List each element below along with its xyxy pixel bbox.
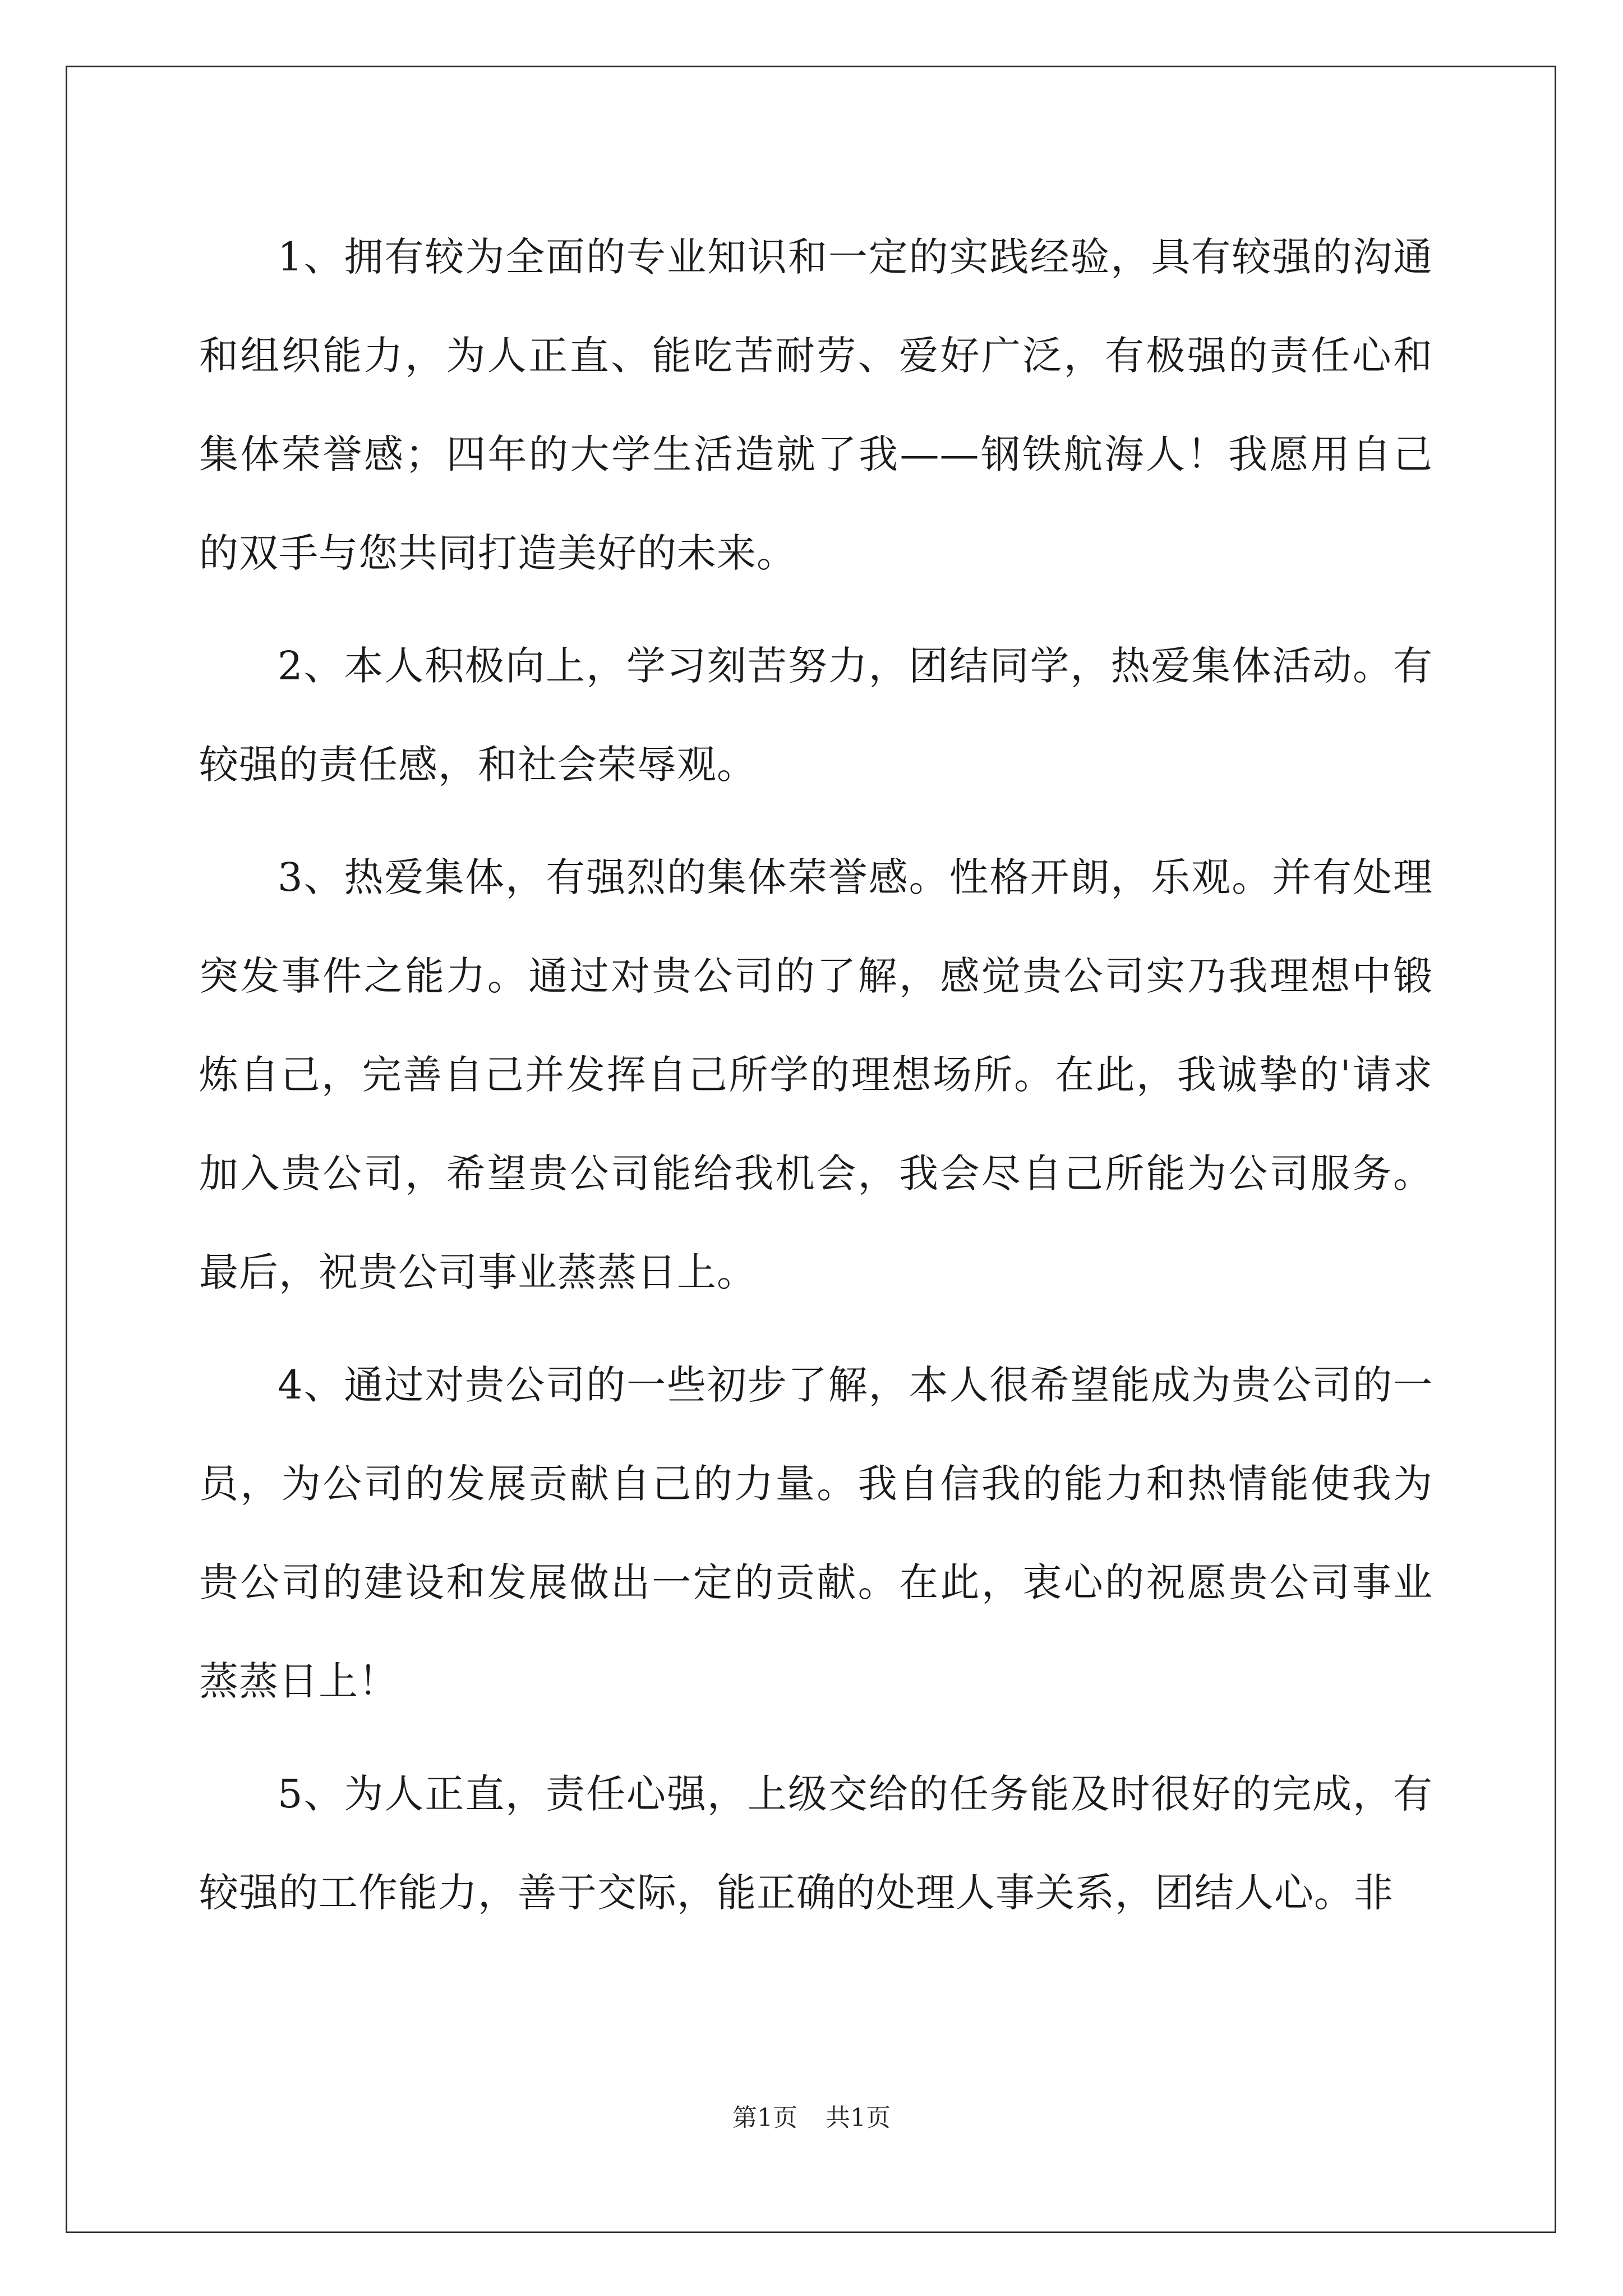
- paragraph-4: 4、通过对贵公司的一些初步了解，本人很希望能成为贵公司的一员，为公司的发展贡献自己的力量。我自信我的能力和热情能使我为贵公司的建设和发展做出一定的贡献。在此，衷心的祝愿贵公司事业蒸蒸日上！: [199, 1362, 1433, 1704]
- paragraph-2: 2、本人积极向上，学习刻苦努力，团结同学，热爱集体活动。有较强的责任感，和社会荣辱观。: [199, 643, 1433, 788]
- page-number-total: 共1页: [826, 2104, 891, 2132]
- paragraph-1: 1、拥有较为全面的专业知识和一定的实践经验，具有较强的沟通和组织能力，为人正直、能吃苦耐劳、爱好广泛，有极强的责任心和集体荣誉感；四年的大学生活造就了我——钢铁航海人！我愿用自己的双手与您共同打造美好的未来。: [199, 234, 1433, 576]
- page-footer: [0, 2101, 1623, 2135]
- document-body: [199, 208, 1433, 1956]
- paragraph-3: 3、热爱集体，有强烈的集体荣誉感。性格开朗，乐观。并有处理突发事件之能力。通过对贵公司的了解，感觉贵公司实乃我理想中锻炼自己，完善自己并发挥自己所学的理想场所。在此，我诚挚的'请求加入贵公司，希望贵公司能给我机会，我会尽自己所能为公司服务。最后，祝贵公司事业蒸蒸日上。: [199, 854, 1433, 1295]
- page-number-current: 第1页: [732, 2104, 797, 2132]
- paragraph-5: 5、为人正直，责任心强，上级交给的任务能及时很好的完成，有较强的工作能力，善于交际，能正确的处理人事关系，团结人心。非: [199, 1771, 1433, 1916]
